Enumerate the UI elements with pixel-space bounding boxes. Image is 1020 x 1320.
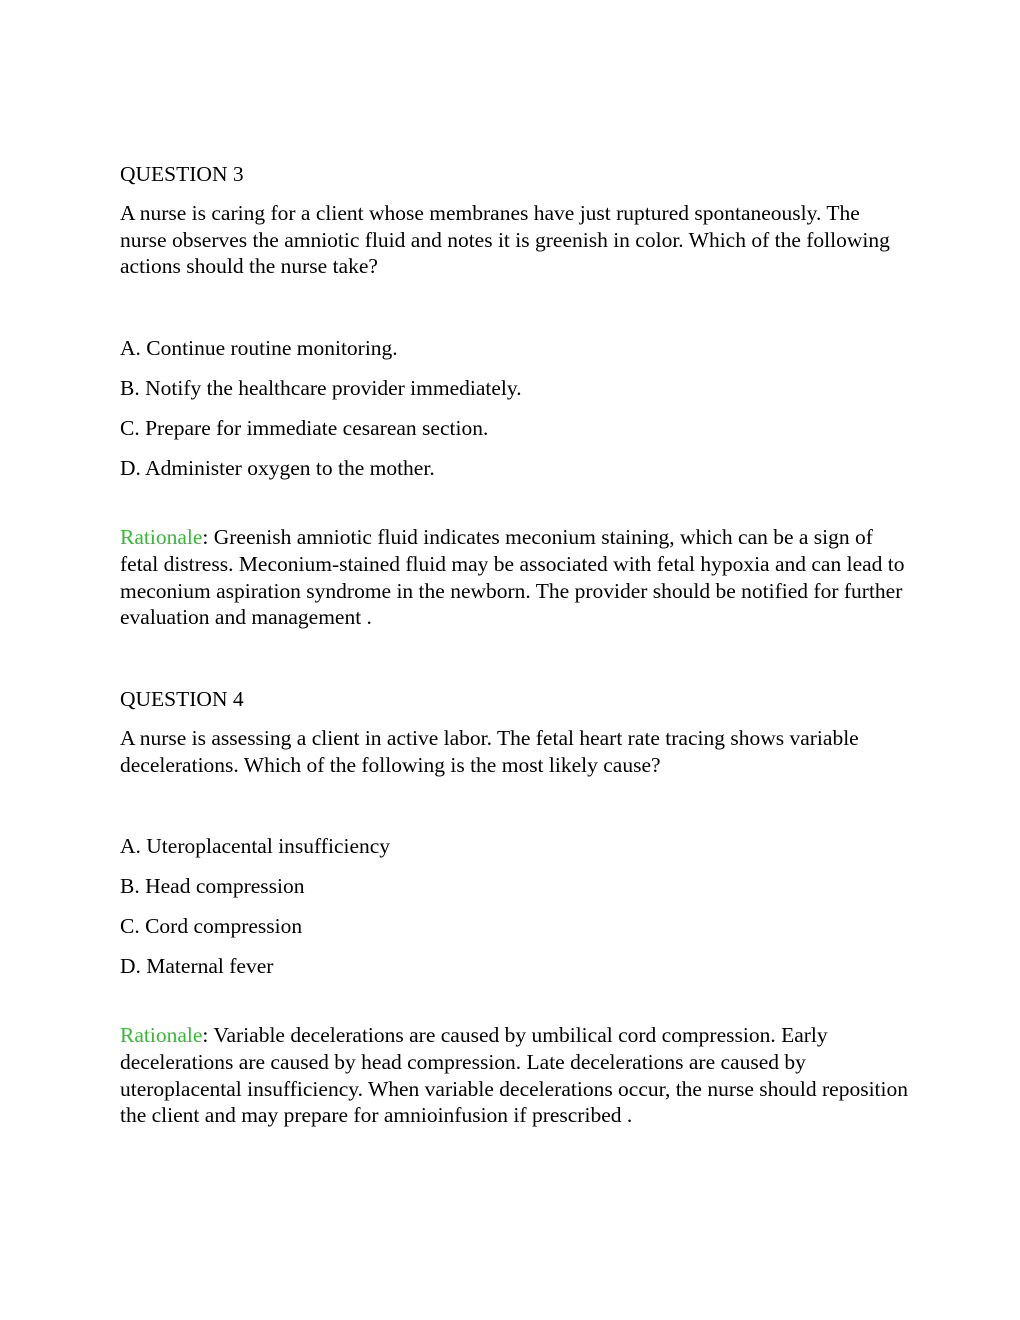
answer-option-b: B. Notify the healthcare provider immediately. [120, 376, 522, 401]
question-heading: QUESTION 3 [120, 162, 244, 186]
rationale-label: Rationale [120, 1023, 203, 1048]
answer-options [120, 334, 910, 482]
answer-option-a: A. Uteroplacental insufficiency [120, 834, 391, 859]
answer-option-c: C. Prepare for immediate cesarean section. [120, 416, 489, 441]
rationale-label: Rationale [120, 525, 203, 550]
answer-options [120, 832, 910, 980]
question-text: A nurse is caring for a client whose membranes have just ruptured spontaneously. The nurse observes the amniotic fluid and notes it is greenish in color. Which of the following actions should the nurse take? [120, 201, 890, 279]
answer-option-d: D. Maternal fever [120, 954, 274, 979]
question-4-block [120, 685, 910, 1129]
answer-option-b: B. Head compression [120, 874, 305, 899]
document-page [120, 160, 910, 1129]
rationale-text: : Variable decelerations are caused by umbilical cord compression. Early decelerations are caused by head compression. Late decelerations are caused by uteroplacental insufficiency. When variable decelerations occur, the nurse should reposition the client and may prepare for amnioinfusion if prescribed . [120, 1023, 908, 1128]
rationale-text: : Greenish amniotic fluid indicates meconium staining, which can be a sign of fetal distress. Meconium-stained fluid may be associated with fetal hypoxia and can lead to meconium aspiration syndrome in the newborn. The provider should be notified for further evaluation and management . [120, 525, 905, 630]
answer-option-a: A. Continue routine monitoring. [120, 336, 398, 361]
answer-option-c: C. Cord compression [120, 914, 303, 939]
question-3-block [120, 160, 910, 631]
rationale-paragraph [120, 524, 910, 631]
rationale-paragraph [120, 1022, 910, 1129]
question-heading: QUESTION 4 [120, 686, 244, 711]
answer-option-d: D. Administer oxygen to the mother. [120, 456, 435, 481]
question-text: A nurse is assessing a client in active labor. The fetal heart rate tracing shows variable decelerations. Which of the following is the most likely cause? [120, 725, 859, 777]
